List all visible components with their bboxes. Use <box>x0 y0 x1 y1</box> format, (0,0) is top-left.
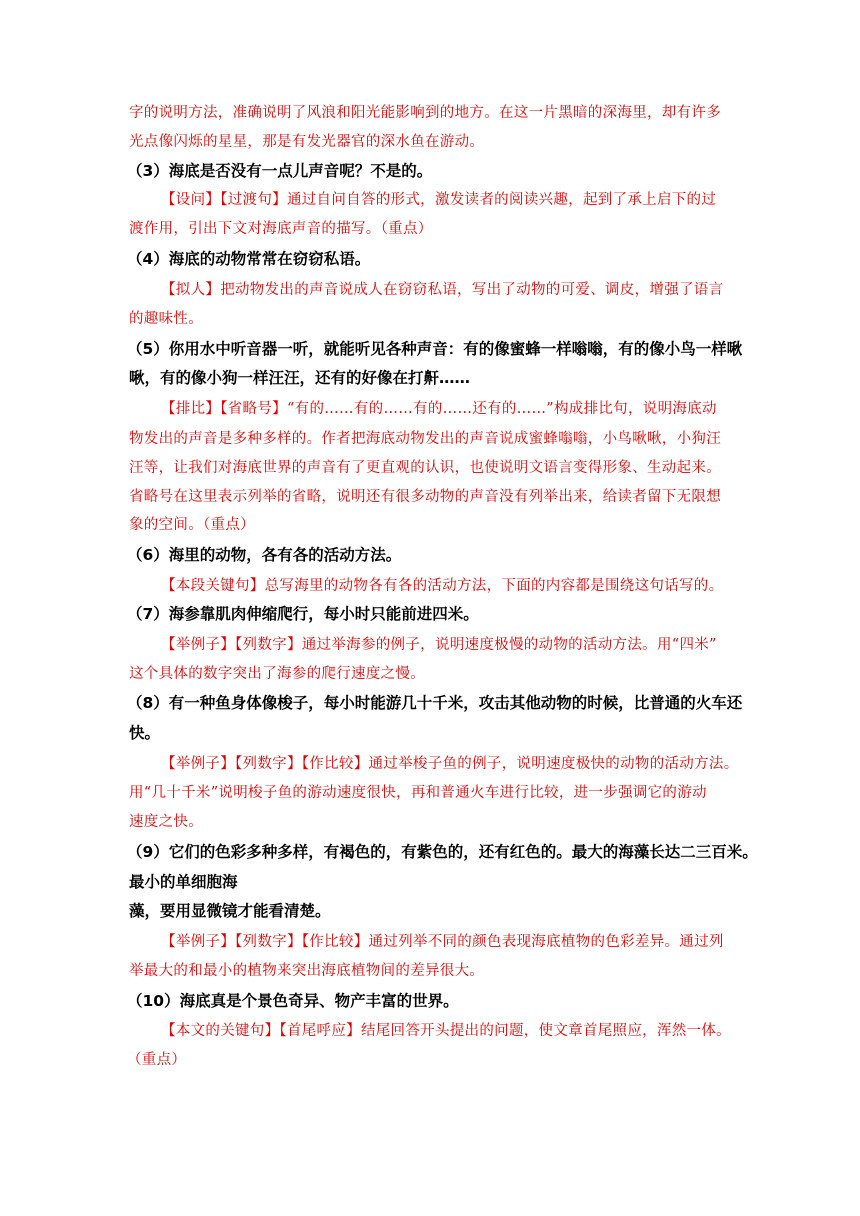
annotation-line: 【举例子】【列数字】通过举海参的例子，说明速度极慢的动物的活动方法。用“四米” <box>161 637 717 653</box>
text-sentence-5-cont: 啾，有的像小狗一样汪汪，还有的好像在打鼾…… <box>129 369 471 387</box>
text-sentence-8-cont: 快。 <box>129 724 161 742</box>
text-sentence-9-cont: 藻，要用显微镜才能看清楚。 <box>129 902 331 920</box>
annotation-line: 速度之快。 <box>129 814 203 830</box>
annotation-line: 【排比】【省略号】“有的……有的……有的……还有的……”构成排比句，说明海底动 <box>161 401 717 417</box>
annotation-line: 举最大的和最小的植物来突出海底植物间的差异很大。 <box>129 963 485 979</box>
text-sentence-10: （10）海底真是个景色奇异、物产丰富的世界。 <box>127 992 459 1010</box>
text-sentence-7: （7）海参靠肌肉伸缩爬行，每小时只能前进四米。 <box>127 605 479 623</box>
annotation-line: 【举例子】【列数字】【作比较】通过列举不同的颜色表现海底植物的色彩差异。通过列 <box>161 934 724 950</box>
annotation-line: 象的空间。（重点） <box>129 517 255 533</box>
annotation-line: 的趣味性。 <box>129 311 203 327</box>
annotation-line: 渡作用，引出下文对海底声音的描写。（重点） <box>129 221 433 237</box>
annotation-line: 用“几十千米”说明梭子鱼的游动速度很快，再和普通火车进行比较，进一步强调它的游动 <box>129 785 707 801</box>
text-sentence-9-cont: 最小的单细胞海 <box>129 873 238 891</box>
annotation-line: 【举例子】【列数字】【作比较】通过举梭子鱼的例子，说明速度极快的动物的活动方法。 <box>161 756 739 772</box>
annotation-line: 【设问】【过渡句】通过自问自答的形式，激发读者的阅读兴趣，起到了承上启下的过 <box>161 192 717 208</box>
annotation-line: 物发出的声音是多种多样的。作者把海底动物发出的声音说成蜜蜂嗡嗡，小鸟啾啾，小狗汪 <box>129 431 721 447</box>
text-sentence-6: （6）海里的动物，各有各的活动方法。 <box>127 546 402 564</box>
annotation-line: 光点像闪烁的星星，那是有发光器官的深水鱼在游动。 <box>129 134 485 150</box>
text-sentence-4: （4）海底的动物常常在窃窃私语。 <box>127 250 371 268</box>
annotation-line: 【本段关键句】总写海里的动物各有各的活动方法，下面的内容都是围绕这句话写的。 <box>161 578 724 594</box>
annotation-line: 这个具体的数字突出了海参的爬行速度之慢。 <box>129 666 425 682</box>
text-sentence-3: （3）海底是否没有一点儿声音呢？不是的。 <box>127 162 433 180</box>
annotation-line: 省略号在这里表示列举的省略，说明还有很多动物的声音没有列举出来，给读者留下无限想 <box>129 489 721 505</box>
annotation-line: 汪等，让我们对海底世界的声音有了更直观的认识，也使说明文语言变得形象、生动起来。 <box>129 460 721 476</box>
annotation-line: 字的说明方法，准确说明了风浪和阳光能影响到的地方。在这一片黑暗的深海里，却有许多 <box>129 105 721 121</box>
annotation-line: （重点） <box>127 1052 187 1068</box>
text-sentence-8: （8）有一种鱼身体像梭子，每小时能游几十千米，攻击其他动物的时候，比普通的火车还 <box>127 694 743 712</box>
text-sentence-9: （9）它们的色彩多种多样，有褐色的，有紫色的，还有红色的。最大的海藻长达二三百米。 <box>127 843 758 861</box>
annotation-line: 【本文的关键句】【首尾呼应】结尾回答开头提出的问题，使文章首尾照应，浑然一体。 <box>161 1023 731 1039</box>
annotation-line: 【拟人】把动物发出的声音说成人在窃窃私语，写出了动物的可爱、调皮，增强了语言 <box>161 282 724 298</box>
text-sentence-5: （5）你用水中听音器一听，就能听见各种声音：有的像蜜蜂一样嗡嗡，有的像小鸟一样啾 <box>127 340 743 358</box>
